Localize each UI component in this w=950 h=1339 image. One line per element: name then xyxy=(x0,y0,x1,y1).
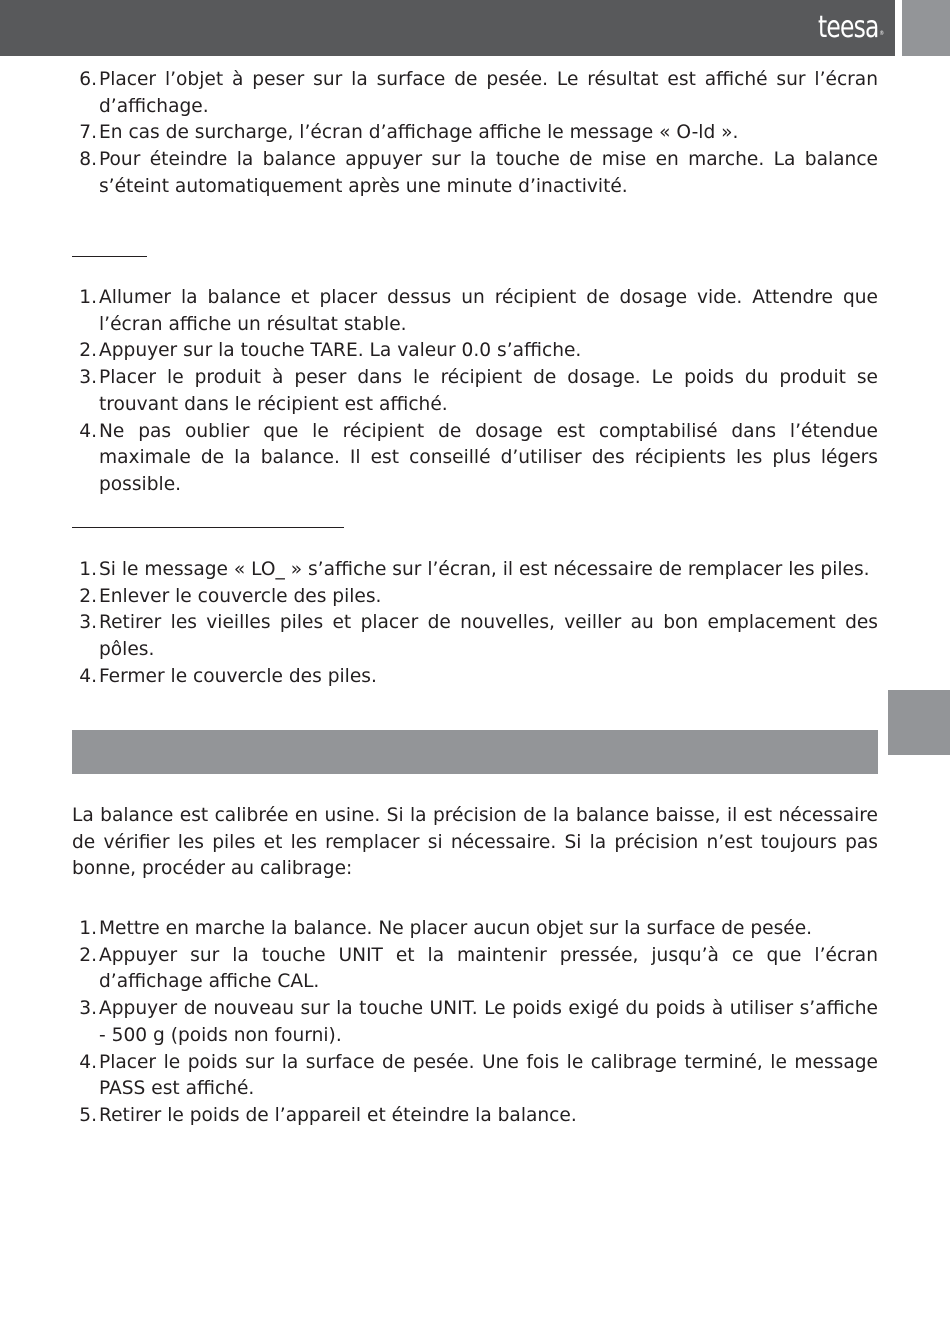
section-header-band xyxy=(72,730,878,774)
list-item xyxy=(72,943,878,996)
list-item xyxy=(72,285,878,338)
item-text: Retirer le poids de l’appareil et éteindre la balance. xyxy=(99,1104,577,1126)
item-number: 2. xyxy=(79,585,97,607)
item-text: Ne pas oublier que le récipient de dosage est comptabilisé dans l’étendue maximale de la balance. Il est conseillé d’utiliser des récipients les plus légers possible. xyxy=(99,420,878,495)
item-number: 4. xyxy=(79,1051,97,1073)
item-text: Allumer la balance et placer dessus un récipient de dosage vide. Attendre que l’écran affiche un résultat stable. xyxy=(99,287,878,335)
item-text: Fermer le couvercle des piles. xyxy=(99,665,377,687)
list-item xyxy=(72,584,878,611)
usage-steps-list xyxy=(72,67,878,201)
item-number: 3. xyxy=(79,998,97,1020)
item-number: 1. xyxy=(79,918,97,939)
item-number: 2. xyxy=(79,340,97,362)
list-item xyxy=(72,67,878,120)
list-item xyxy=(72,610,878,663)
list-item xyxy=(72,996,878,1049)
calibration-steps-list xyxy=(72,916,878,1130)
item-number: 8. xyxy=(79,149,97,171)
list-item xyxy=(72,557,878,584)
tare-steps-list xyxy=(72,285,878,499)
item-number: 6. xyxy=(79,69,97,90)
header-tab xyxy=(902,0,950,56)
item-text: Appuyer sur la touche UNIT et la maintenir pressée, jusqu’à ce que l’écran d’affichage affiche CAL. xyxy=(99,944,878,993)
item-text: Enlever le couvercle des piles. xyxy=(99,585,382,607)
list-item xyxy=(72,365,878,418)
item-number: 1. xyxy=(79,559,97,580)
list-item xyxy=(72,338,878,365)
item-number: 4. xyxy=(79,420,97,442)
item-number: 3. xyxy=(79,367,97,389)
item-text: Retirer les vieilles piles et placer de nouvelles, veiller au bon emplacement des pôles. xyxy=(99,612,878,661)
item-text: Placer l’objet à peser sur la surface de pesée. Le résultat est affiché sur l’écran d’affichage. xyxy=(99,69,878,117)
list-item xyxy=(72,147,878,200)
trademark-mark: ® xyxy=(879,30,884,37)
item-text: Appuyer sur la touche TARE. La valeur 0.0 s’affiche. xyxy=(99,340,582,362)
item-number: 7. xyxy=(79,122,97,144)
list-item xyxy=(72,419,878,499)
section-rule-batteries xyxy=(72,527,344,528)
list-item xyxy=(72,1103,878,1130)
calibration-intro: La balance est calibrée en usine. Si la précision de la balance baisse, il est nécessaire de vérifier les piles et les remplacer si nécessaire. Si la précision n’est toujours pas bonne, procéder au calibrage: xyxy=(72,805,878,880)
side-tab xyxy=(888,690,950,755)
list-item xyxy=(72,1050,878,1103)
list-item xyxy=(72,120,878,147)
item-text: Placer le produit à peser dans le récipient de dosage. Le poids du produit se trouvant dans le récipient est affiché. xyxy=(99,367,878,415)
brand-logo xyxy=(818,10,883,46)
brand-name: teesa xyxy=(818,10,879,45)
item-text: Placer le poids sur la surface de pesée. Une fois le calibrage terminé, le message PASS est affiché. xyxy=(99,1051,878,1100)
list-item xyxy=(72,916,878,943)
item-text: Si le message « LO_ » s’affiche sur l’écran, il est nécessaire de remplacer les piles. xyxy=(99,559,870,580)
item-number: 4. xyxy=(79,665,97,687)
item-number: 2. xyxy=(79,944,97,966)
item-text: En cas de surcharge, l’écran d’affichage affiche le message « O-ld ». xyxy=(99,122,739,144)
list-item xyxy=(72,664,878,691)
item-number: 1. xyxy=(79,287,97,308)
battery-steps-list xyxy=(72,557,878,691)
item-number: 5. xyxy=(79,1104,97,1126)
item-text: Appuyer de nouveau sur la touche UNIT. Le poids exigé du poids à utiliser s’affiche - 500 g (poids non fourni). xyxy=(99,998,878,1046)
header-bar xyxy=(0,0,895,56)
item-text: Mettre en marche la balance. Ne placer aucun objet sur la surface de pesée. xyxy=(99,918,813,939)
section-rule-tare xyxy=(72,256,147,257)
item-text: Pour éteindre la balance appuyer sur la touche de mise en marche. La balance s’éteint automatiquement après une minute d’inactivité. xyxy=(99,149,878,197)
item-number: 3. xyxy=(79,612,97,634)
